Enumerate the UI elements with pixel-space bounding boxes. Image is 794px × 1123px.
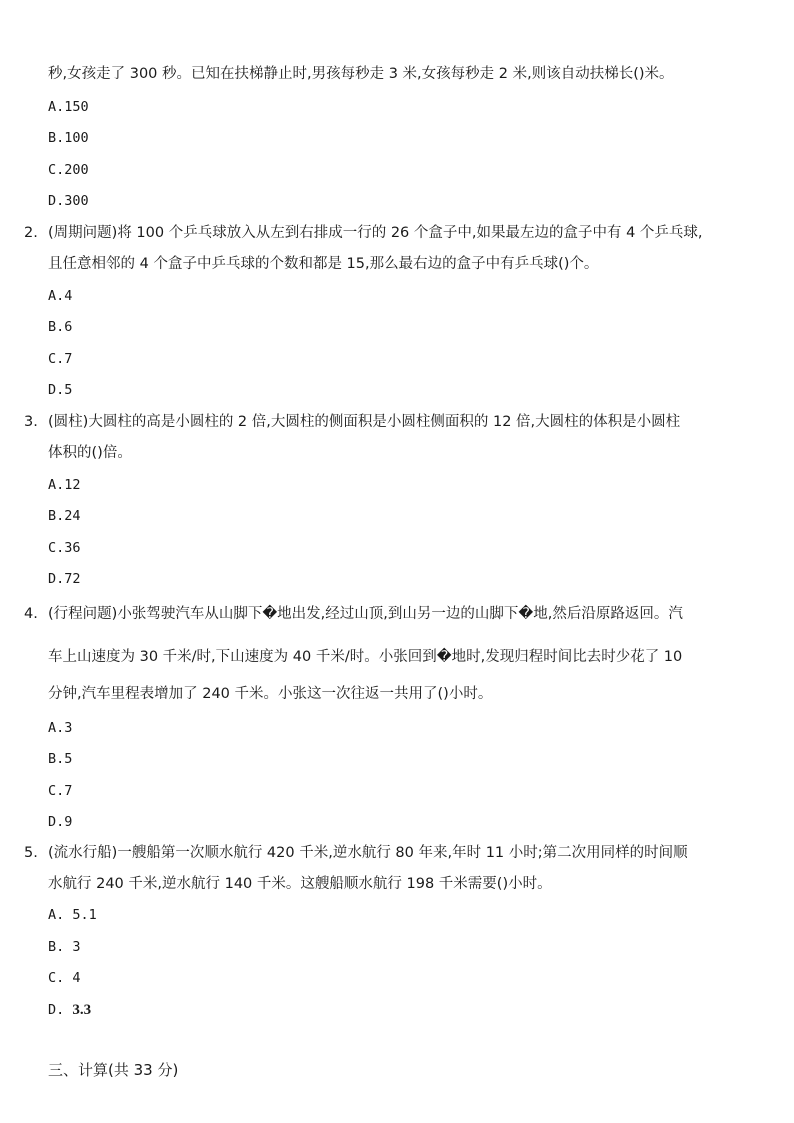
- q5-number: 5.: [24, 845, 38, 861]
- q4-text-line2: 车上山速度为 30 千米/时,下山速度为 40 千米/时。小张回到�地时,发现归程时间比去时少花了 10: [48, 649, 683, 665]
- q2-number: 2.: [24, 225, 38, 241]
- q4-text-line3: 分钟,汽车里程表增加了 240 千米。小张这一次往返一共用了()小时。: [48, 686, 493, 702]
- q5-text-line2: 水航行 240 千米,逆水航行 140 千米。这艘船顺水航行 198 千米需要()小时。: [48, 876, 552, 892]
- q2-option-d: D.5: [48, 382, 73, 398]
- q3-option-d: D.72: [48, 571, 81, 587]
- q5-option-a: A. 5.1: [48, 907, 97, 923]
- q2-option-b: B.6: [48, 319, 73, 335]
- q4-option-c: C.7: [48, 783, 73, 799]
- section-title-calculation: 三、计算(共 33 分): [48, 1061, 179, 1079]
- q2-option-a: A.4: [48, 288, 73, 304]
- q5-option-b: B. 3: [48, 939, 81, 955]
- q1-option-c: C.200: [48, 162, 89, 178]
- q3-option-c: C.36: [48, 540, 81, 556]
- q3-text-line2: 体积的()倍。: [48, 445, 132, 461]
- q3-option-a: A.12: [48, 477, 81, 493]
- q1-option-d: D.300: [48, 193, 89, 209]
- q4-text-line1: (行程问题)小张驾驶汽车从山脚下�地出发,经过山顶,到山另一边的山脚下�地,然后沿原路返回。汽: [48, 606, 683, 622]
- q5-option-d-prefix: D.: [48, 1002, 73, 1018]
- q3-option-b: B.24: [48, 508, 81, 524]
- q3-text-line1: (圆柱)大圆柱的高是小圆柱的 2 倍,大圆柱的侧面积是小圆柱侧面积的 12 倍,大圆柱的体积是小圆柱: [48, 414, 681, 430]
- q2-option-c: C.7: [48, 351, 73, 367]
- q1-option-a: A.150: [48, 99, 89, 115]
- q2-text-line2: 且任意相邻的 4 个盒子中乒乓球的个数和都是 15,那么最右边的盒子中有乒乓球()个。: [48, 256, 599, 272]
- q1-text-continuation: 秒,女孩走了 300 秒。已知在扶梯静止时,男孩每秒走 3 米,女孩每秒走 2 米,则该自动扶梯长()米。: [48, 66, 674, 82]
- q5-text-line1: (流水行船)一艘船第一次顺水航行 420 千米,逆水航行 80 年来,年时 11 小时;第二次用同样的时间顺: [48, 845, 688, 861]
- q4-option-a: A.3: [48, 720, 73, 736]
- q5-option-d-value: 3.3: [72, 1002, 92, 1018]
- q5-option-d: [48, 1000, 91, 1020]
- q5-option-c: C. 4: [48, 970, 81, 986]
- q1-option-b: B.100: [48, 130, 89, 146]
- q4-option-d: D.9: [48, 814, 73, 830]
- q3-number: 3.: [24, 414, 38, 430]
- q4-number: 4.: [24, 606, 38, 622]
- q4-option-b: B.5: [48, 751, 73, 767]
- q2-text-line1: (周期问题)将 100 个乒乓球放入从左到右排成一行的 26 个盒子中,如果最左边的盒子中有 4 个乒乓球,: [48, 225, 703, 241]
